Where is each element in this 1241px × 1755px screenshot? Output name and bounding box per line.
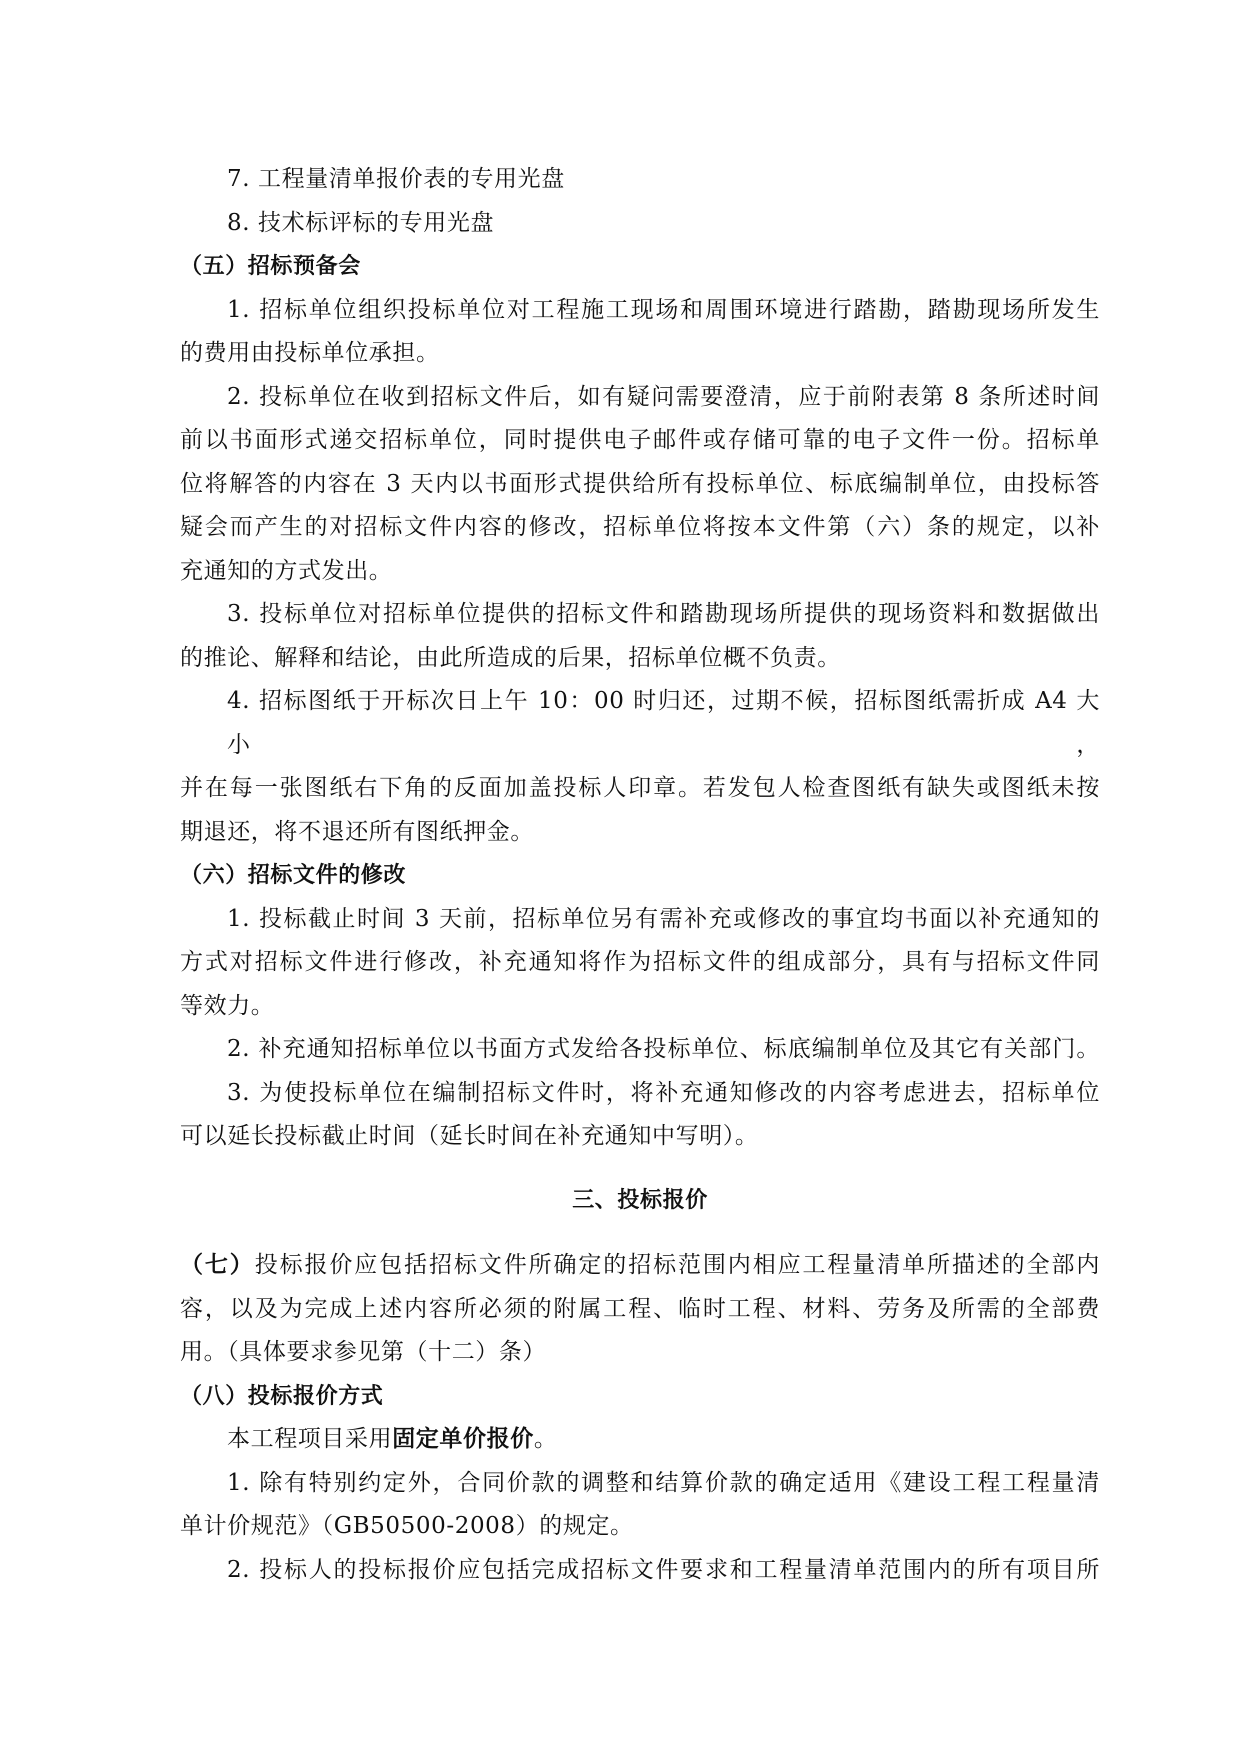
paragraph-line: 可以延长投标截止时间（延长时间在补充通知中写明）。 [180,1123,759,1149]
paragraph-line: 4. 招标图纸于开标次日上午 10：00 时归还，过期不候，招标图纸需折成 A4 大小， [227,688,1100,758]
paragraph-line: 期退还，将不退还所有图纸押金。 [180,818,534,845]
paragraph-line: 2. 补充通知招标单位以书面方式发给各投标单位、标底编制单位及其它有关部门。 [227,1036,1100,1062]
paragraph-line: 用。（具体要求参见第（十二）条） [180,1339,547,1365]
paragraph-line: 方式对招标文件进行修改，补充通知将作为招标文件的组成部分，具有与招标文件同 [180,949,1100,975]
clause-label: （七） [180,1252,255,1278]
paragraph-line: 3. 投标单位对招标单位提供的招标文件和踏勘现场所提供的现场资料和数据做出 [227,601,1100,627]
paragraph-line: 2. 投标单位在收到招标文件后，如有疑问需要澄清，应于前附表第 8 条所述时间 [227,383,1100,410]
document-page [180,158,1100,1592]
list-item: 8. 技术标评标的专用光盘 [227,209,495,236]
paragraph-line [180,1244,1100,1288]
paragraph-line: 容，以及为完成上述内容所必须的附属工程、临时工程、材料、劳务及所需的全部费 [180,1295,1100,1322]
paragraph-line: 1. 招标单位组织投标单位对工程施工现场和周围环境进行踏勘，踏勘现场所发生 [227,296,1100,323]
paragraph-line: 1. 除有特别约定外，合同价款的调整和结算价款的确定适用《建设工程工程量清 [227,1469,1100,1496]
section-heading: （五）招标预备会 [180,254,361,279]
paragraph-line: 位将解答的内容在 3 天内以书面形式提供给所有投标单位、标底编制单位，由投标答 [180,470,1100,497]
paragraph-text: 。 [533,1426,558,1452]
paragraph-line: 前以书面形式递交招标单位，同时提供电子邮件或存储可靠的电子文件一份。招标单 [180,427,1100,453]
paragraph-line: 的推论、解释和结论，由此所造成的后果，招标单位概不负责。 [180,644,841,671]
paragraph-line: 疑会而产生的对招标文件内容的修改，招标单位将按本文件第（六）条的规定，以补 [180,514,1100,540]
paragraph-text: 投标报价应包括招标文件所确定的招标范围内相应工程量清单所描述的全部内 [254,1252,1100,1278]
paragraph-line: 充通知的方式发出。 [180,557,393,584]
paragraph-line: 2. 投标人的投标报价应包括完成招标文件要求和工程量清单范围内的所有项目所 [227,1556,1100,1583]
paragraph-line: 等效力。 [180,992,275,1019]
paragraph-line: 3. 为使投标单位在编制招标文件时，将补充通知修改的内容考虑进去，招标单位 [227,1079,1100,1106]
chapter-title: 三、投标报价 [572,1187,708,1213]
paragraph-line: 单计价规范》（GB50500-2008）的规定。 [180,1513,634,1539]
section-heading: （六）招标文件的修改 [180,863,407,888]
emphasis-text: 固定单价报价 [392,1426,534,1452]
paragraph-line [180,1418,1100,1462]
paragraph-text: 本工程项目采用 [227,1426,393,1452]
paragraph-line: 的费用由投标单位承担。 [180,340,440,366]
paragraph-line: 并在每一张图纸右下角的反面加盖投标人印章。若发包人检查图纸有缺失或图纸未按 [180,775,1100,801]
list-item: 7. 工程量清单报价表的专用光盘 [227,166,565,192]
section-heading: （八）投标报价方式 [180,1383,384,1409]
paragraph-line: 1. 投标截止时间 3 天前，招标单位另有需补充或修改的事宜均书面以补充通知的 [227,905,1100,932]
